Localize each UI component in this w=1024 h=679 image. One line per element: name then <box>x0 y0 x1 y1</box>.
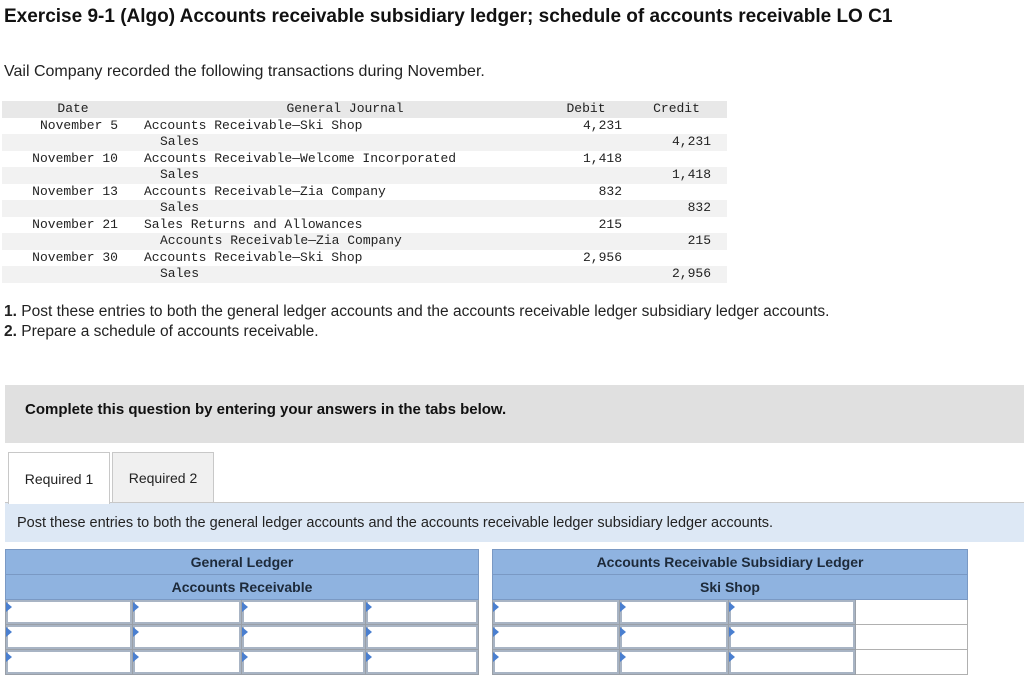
journal-desc: Accounts Receivable—Ski Shop <box>144 249 363 265</box>
journal-date <box>2 167 144 184</box>
gl-debit-amount-input[interactable] <box>133 650 241 674</box>
journal-row <box>2 217 727 234</box>
gl-credit-date-input[interactable] <box>242 625 365 649</box>
ledger-row <box>6 600 479 625</box>
subsidiary-ledger-title: Accounts Receivable Subsidiary Ledger <box>493 550 968 575</box>
ledger-row <box>493 625 968 650</box>
general-journal-table <box>2 101 727 283</box>
sl-balance-input[interactable] <box>856 625 967 649</box>
intro-text: Vail Company recorded the following transactions during November. <box>4 63 485 80</box>
journal-credit: 4,231 <box>626 134 727 151</box>
journal-header-date: Date <box>2 101 144 118</box>
general-ledger-account: Accounts Receivable <box>6 575 479 600</box>
journal-date <box>2 266 144 283</box>
journal-desc: Accounts Receivable—Ski Shop <box>144 117 363 133</box>
journal-credit: 832 <box>626 200 727 217</box>
journal-row <box>2 118 727 135</box>
journal-debit: 832 <box>598 183 622 199</box>
journal-header-debit: Debit <box>546 101 626 118</box>
ledger-row <box>6 650 479 675</box>
gl-credit-amount-input[interactable] <box>366 600 478 624</box>
journal-row <box>2 250 727 267</box>
banner-text: Complete this question by entering your answers in the tabs below. <box>25 401 507 418</box>
journal-desc: Accounts Receivable—Zia Company <box>144 183 386 199</box>
gl-credit-date-input[interactable] <box>242 600 365 624</box>
journal-date <box>2 134 144 151</box>
journal-header-credit: Credit <box>626 101 727 118</box>
journal-debit <box>546 266 626 283</box>
task-instruction-strip <box>5 503 1024 542</box>
subsidiary-ledger-account: Ski Shop <box>493 575 968 600</box>
journal-debit <box>546 200 626 217</box>
sl-date-input[interactable] <box>493 650 619 674</box>
instruction-1: 1. Post these entries to both the general ledger accounts and the accounts receivable ledger subsidiary ledger accounts. <box>4 303 830 320</box>
journal-row <box>2 151 727 168</box>
journal-header-desc: General Journal <box>144 101 546 118</box>
sl-credit-input[interactable] <box>729 625 855 649</box>
journal-credit: 1,418 <box>626 167 727 184</box>
ledger-row <box>493 650 968 675</box>
journal-row <box>2 134 727 151</box>
journal-date: November 10 <box>32 150 118 166</box>
gl-debit-amount-input[interactable] <box>133 625 241 649</box>
journal-header-row <box>2 101 727 118</box>
journal-desc: Accounts Receivable—Welcome Incorporated <box>144 150 457 166</box>
journal-credit: 215 <box>626 233 727 250</box>
gl-debit-date-input[interactable] <box>6 650 132 674</box>
general-ledger-table <box>5 549 479 675</box>
journal-debit: 1,418 <box>582 150 622 166</box>
journal-desc: Sales Returns and Allowances <box>144 216 363 232</box>
journal-debit <box>546 167 626 184</box>
sl-debit-input[interactable] <box>620 600 728 624</box>
journal-debit: 215 <box>598 216 622 232</box>
sl-date-input[interactable] <box>493 600 619 624</box>
journal-row <box>2 266 727 283</box>
journal-desc: Accounts Receivable—Zia Company <box>160 233 402 248</box>
journal-debit: 2,956 <box>582 249 622 265</box>
sl-credit-input[interactable] <box>729 650 855 674</box>
journal-row <box>2 184 727 201</box>
gl-credit-amount-input[interactable] <box>366 625 478 649</box>
journal-desc: Sales <box>160 167 200 182</box>
journal-date: November 5 <box>39 117 118 133</box>
journal-date <box>2 233 144 250</box>
journal-row <box>2 167 727 184</box>
journal-debit <box>546 233 626 250</box>
sl-debit-input[interactable] <box>620 625 728 649</box>
sl-balance-input[interactable] <box>856 600 967 624</box>
journal-debit <box>546 134 626 151</box>
journal-desc: Sales <box>160 266 200 281</box>
gl-credit-date-input[interactable] <box>242 650 365 674</box>
gl-credit-amount-input[interactable] <box>366 650 478 674</box>
journal-credit <box>626 217 727 234</box>
gl-debit-amount-input[interactable] <box>133 600 241 624</box>
gl-debit-date-input[interactable] <box>6 625 132 649</box>
page-title: Exercise 9-1 (Algo) Accounts receivable subsidiary ledger; schedule of accounts receivable LO C1 <box>4 6 893 27</box>
journal-credit: 2,956 <box>626 266 727 283</box>
journal-date: November 13 <box>32 183 118 199</box>
sl-debit-input[interactable] <box>620 650 728 674</box>
tab-required-2[interactable]: Required 2 <box>112 452 214 503</box>
journal-row <box>2 200 727 217</box>
journal-desc: Sales <box>160 134 200 149</box>
ledger-row <box>6 625 479 650</box>
subsidiary-ledger-table <box>492 549 968 675</box>
journal-credit <box>626 184 727 201</box>
journal-date: November 21 <box>32 216 118 232</box>
instruction-2: 2. Prepare a schedule of accounts receivable. <box>4 323 319 340</box>
task-text: Post these entries to both the general ledger accounts and the accounts receivable ledger subsidiary ledger accounts. <box>17 515 774 531</box>
general-ledger-title: General Ledger <box>6 550 479 575</box>
sl-date-input[interactable] <box>493 625 619 649</box>
tab-required-1[interactable]: Required 1 <box>8 452 110 504</box>
journal-credit <box>626 250 727 267</box>
journal-credit <box>626 151 727 168</box>
sl-credit-input[interactable] <box>729 600 855 624</box>
ledger-row <box>493 600 968 625</box>
sl-balance-input[interactable] <box>856 650 967 674</box>
gl-debit-date-input[interactable] <box>6 600 132 624</box>
instruction-banner <box>5 385 1024 443</box>
journal-desc: Sales <box>160 200 200 215</box>
journal-debit: 4,231 <box>582 117 622 133</box>
journal-date <box>2 200 144 217</box>
journal-row <box>2 233 727 250</box>
journal-credit <box>626 118 727 135</box>
journal-date: November 30 <box>32 249 118 265</box>
instructions <box>4 302 829 342</box>
